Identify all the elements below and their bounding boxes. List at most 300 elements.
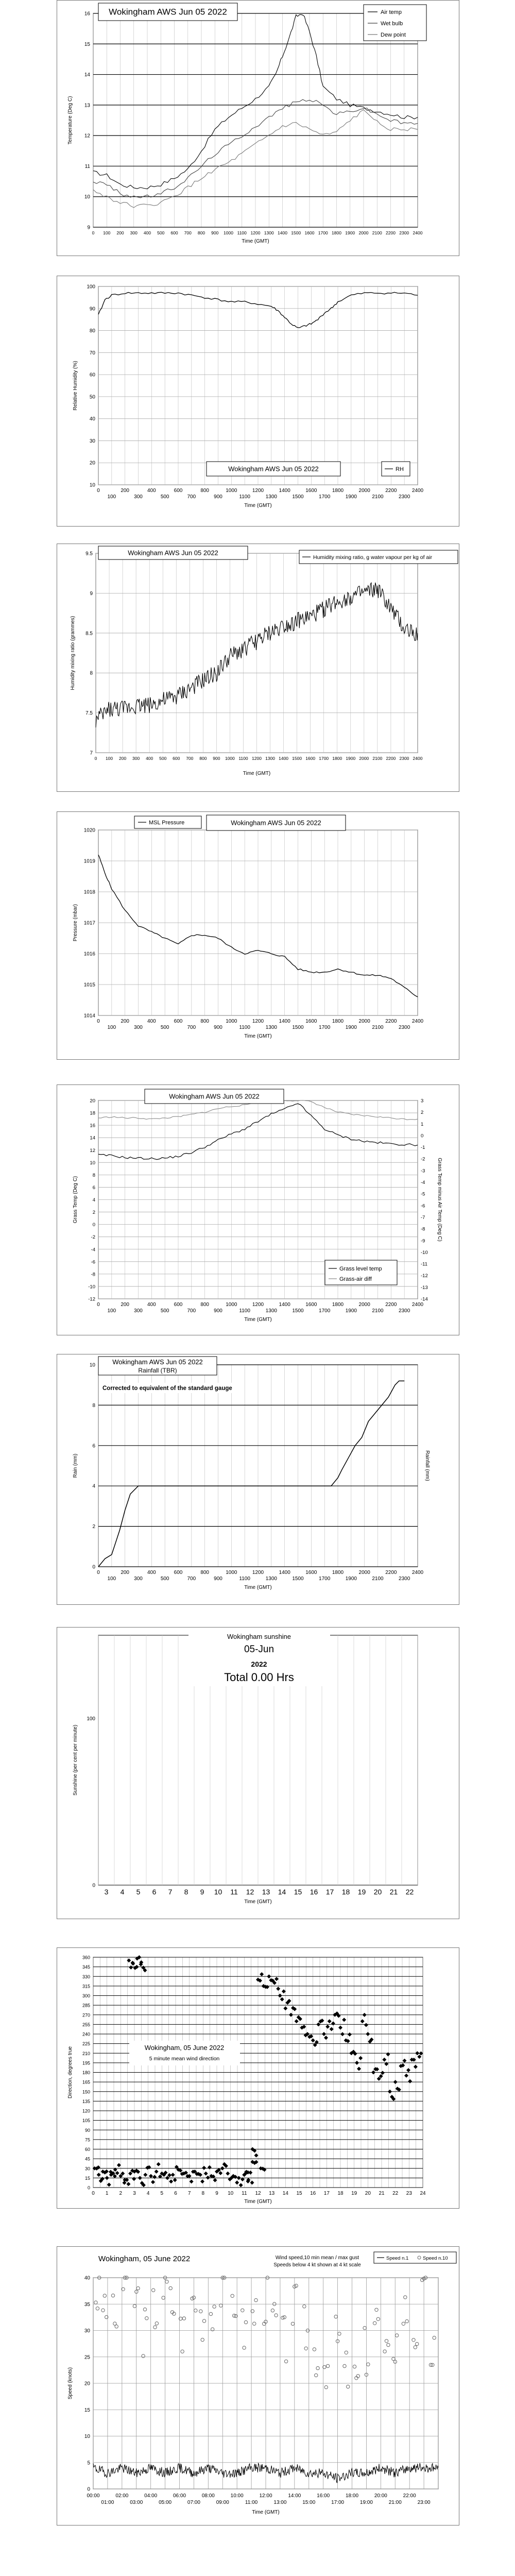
rh-xtick-label: 1500 (292, 494, 304, 500)
grass-ytick2-label: 2 (421, 1110, 424, 1116)
wdir-xtick-label: 3 (133, 2191, 136, 2196)
wdir-ytick-label: 360 (82, 1955, 90, 1960)
rh-xtick-label: 1800 (332, 488, 344, 494)
mixing-ratio-chart-panel (57, 544, 459, 792)
press-ytick-label: 1017 (83, 920, 95, 926)
wspd-xtick-label: 17:00 (331, 2500, 345, 2505)
grass-xtick-label: 1300 (265, 1308, 277, 1314)
grass-ytick2-label: -11 (421, 1261, 428, 1267)
grass-xtick-label: 1000 (226, 1302, 237, 1308)
mix-ytick-label: 9.5 (85, 551, 93, 557)
press-ytick-label: 1014 (83, 1013, 95, 1019)
rh-ytick-label: 50 (89, 394, 95, 400)
press-xtick-label: 800 (200, 1019, 210, 1024)
sun-xtick-label: 6 (152, 1888, 157, 1896)
grass-ytick-label: -10 (88, 1284, 95, 1290)
sun-date: 05-Jun (244, 1644, 274, 1655)
rain-xtick-label: 1400 (279, 1570, 290, 1575)
mix-xtick-label: 300 (132, 756, 140, 761)
wspd-xtick-label: 03:00 (130, 2500, 143, 2505)
wind-direction-chart-panel (57, 1947, 459, 2209)
rain-xtick-label: 1900 (345, 1576, 357, 1582)
rain-xtick-label: 2200 (385, 1570, 397, 1575)
mix-xtick-label: 1900 (346, 756, 356, 761)
wdir-xtick-label: 21 (379, 2191, 385, 2196)
sun-xtick-label: 12 (246, 1888, 254, 1896)
rh-legend-label: RH (396, 466, 404, 472)
temp-xtick-label: 600 (170, 230, 178, 235)
mix-xtick-label: 1800 (332, 756, 342, 761)
press-xtick-label: 1600 (305, 1019, 317, 1024)
sun-xtick-label: 7 (168, 1888, 173, 1896)
grass-ytick2-label: 0 (421, 1133, 424, 1139)
press-xtick-label: 1900 (345, 1025, 357, 1030)
rain-ytick-label: 10 (89, 1362, 95, 1368)
temp-title: Wokingham AWS Jun 05 2022 (109, 7, 227, 17)
rain-xtick-label: 600 (174, 1570, 183, 1575)
sun-xtick-label: 21 (389, 1888, 398, 1896)
wspd-xtick-label: 05:00 (159, 2500, 172, 2505)
sun-xtick-label: 18 (341, 1888, 350, 1896)
temp-legend-label: Air temp (381, 9, 402, 15)
temp-xtick-label: 1000 (224, 230, 233, 235)
rain-xtick-label: 200 (121, 1570, 130, 1575)
temp-xtick-label: 2400 (413, 230, 423, 235)
mix-xtick-label: 0 (94, 756, 97, 761)
mix-ytick-label: 7.5 (85, 710, 93, 717)
rain-xtick-label: 700 (187, 1576, 196, 1582)
temp-xtick-label: 100 (103, 230, 111, 235)
mix-xtick-label: 400 (146, 756, 153, 761)
rain-xtick-label: 400 (147, 1570, 156, 1575)
temp-ytick-label: 15 (84, 41, 90, 47)
sun-y-axis-label: Sunshine (per cent per minute) (73, 1724, 78, 1796)
wind-direction-chart (57, 1948, 459, 2208)
rh-xtick-label: 400 (147, 488, 156, 494)
temp-ytick-label: 12 (84, 133, 90, 139)
sun-total: Total 0.00 Hrs (224, 1671, 294, 1684)
grass-ytick2-label: -2 (421, 1156, 425, 1162)
rain-xtick-label: 1600 (305, 1570, 317, 1575)
rh-xtick-label: 1200 (252, 488, 264, 494)
wdir-ytick-label: 180 (82, 2070, 90, 2075)
grass-ytick2-label: 3 (421, 1098, 424, 1104)
mix-xtick-label: 1000 (225, 756, 235, 761)
temp-legend-label: Wet bulb (381, 21, 403, 27)
temp-xtick-label: 1300 (264, 230, 274, 235)
grass-xtick-label: 600 (174, 1302, 183, 1308)
wdir-xtick-label: 23 (406, 2191, 412, 2196)
temp-ytick-label: 9 (87, 225, 90, 231)
rh-ytick-label: 30 (89, 438, 95, 444)
mix-xtick-label: 1700 (319, 756, 329, 761)
grass-ytick2-label: -14 (421, 1296, 428, 1302)
wspd-title: Wokingham, 05 June 2022 (98, 2255, 191, 2263)
sun-title: Wokingham sunshine (227, 1633, 291, 1640)
press-ytick-label: 1020 (83, 827, 95, 834)
sun-xtick-label: 16 (310, 1888, 318, 1896)
rh-ytick-label: 10 (89, 482, 95, 488)
wdir-ytick-label: 75 (84, 2137, 90, 2143)
press-xtick-label: 700 (187, 1025, 196, 1030)
wdir-ytick-label: 135 (82, 2098, 90, 2104)
grass-ytick2-label: -1 (421, 1145, 425, 1151)
wdir-xtick-label: 13 (269, 2191, 275, 2196)
mix-xtick-label: 100 (105, 756, 113, 761)
rainfall-chart (57, 1354, 459, 1604)
rh-ytick-label: 60 (89, 372, 95, 378)
wdir-ytick-label: 330 (82, 1974, 90, 1979)
rh-ytick-label: 20 (89, 460, 95, 466)
rh-xtick-label: 800 (200, 488, 210, 494)
press-xtick-label: 2300 (399, 1025, 410, 1030)
grass-ytick-label: 14 (90, 1135, 95, 1141)
rain-xtick-label: 1100 (239, 1576, 250, 1582)
grass-xtick-label: 900 (214, 1308, 222, 1314)
rh-ytick-label: 100 (87, 284, 95, 290)
press-ytick-label: 1016 (83, 951, 95, 957)
wspd-ytick-label: 25 (84, 2354, 90, 2361)
rh-ytick-label: 40 (89, 416, 95, 422)
rain-xtick-label: 2100 (372, 1576, 384, 1582)
rh-xtick-label: 1300 (265, 494, 277, 500)
grass-xtick-label: 400 (147, 1302, 156, 1308)
grass-ytick2-label: -6 (421, 1203, 425, 1209)
rain-ytick-label: 4 (92, 1483, 95, 1489)
rain-xtick-label: 0 (97, 1570, 100, 1575)
mix-ytick-label: 9 (90, 590, 93, 597)
sunshine-chart-panel (57, 1627, 459, 1919)
grass-ytick2-label: -10 (421, 1249, 428, 1256)
wspd-xtick-label: 12:00 (259, 2493, 272, 2499)
rain-ytick-label: 2 (92, 1524, 95, 1530)
temp-xtick-label: 2100 (372, 230, 382, 235)
grass-ytick2-label: -8 (421, 1226, 425, 1232)
press-xtick-label: 1200 (252, 1019, 264, 1024)
temp-xtick-label: 800 (197, 230, 205, 235)
sun-xtick-label: 5 (136, 1888, 141, 1896)
rh-xtick-label: 700 (187, 494, 196, 500)
wdir-subtitle: 5 minute mean wind direction (149, 2056, 220, 2062)
wspd-xtick-label: 22:00 (403, 2493, 416, 2499)
rh-xtick-label: 1700 (319, 494, 331, 500)
wdir-ytick-label: 15 (84, 2175, 90, 2181)
grass-x-axis-label: Time (GMT) (244, 1317, 272, 1323)
grass-ytick-label: 18 (90, 1110, 95, 1116)
rain-xtick-label: 1000 (226, 1570, 237, 1575)
grass-ytick-label: 12 (90, 1147, 95, 1154)
grass-xtick-label: 2000 (358, 1302, 370, 1308)
temp-xtick-label: 2200 (386, 230, 396, 235)
rh-title: Wokingham AWS Jun 05 2022 (228, 465, 319, 473)
rh-ytick-label: 80 (89, 328, 95, 334)
grass-xtick-label: 1100 (239, 1308, 250, 1314)
press-xtick-label: 200 (121, 1019, 130, 1024)
wdir-xtick-label: 5 (160, 2191, 164, 2196)
wspd-xtick-label: 10:00 (230, 2493, 244, 2499)
grass-y2-axis-label: Grass Temp minus Air Temp (Deg C) (437, 1158, 442, 1242)
wind-speed-chart-panel (57, 2246, 459, 2526)
rain-xtick-label: 300 (134, 1576, 143, 1582)
wdir-ytick-label: 150 (82, 2089, 90, 2095)
wspd-ytick-label: 30 (84, 2328, 90, 2334)
temp-xtick-label: 1400 (278, 230, 287, 235)
mix-xtick-label: 1600 (305, 756, 316, 761)
wdir-ytick-label: 255 (82, 2022, 90, 2027)
rain-xtick-label: 1500 (292, 1576, 304, 1582)
wspd-xtick-label: 20:00 (374, 2493, 387, 2499)
rain-xtick-label: 1200 (252, 1570, 264, 1575)
wdir-ytick-label: 60 (84, 2147, 90, 2152)
temp-ytick-label: 11 (84, 163, 90, 170)
press-legend-label: MSL Pressure (149, 820, 185, 826)
sun-xtick-label: 14 (278, 1888, 286, 1896)
rain-xtick-label: 1800 (332, 1570, 344, 1575)
rain-xtick-label: 100 (107, 1576, 116, 1582)
wspd-xtick-label: 19:00 (359, 2500, 373, 2505)
press-xtick-label: 1400 (279, 1019, 290, 1024)
wdir-ytick-label: 0 (87, 2185, 90, 2191)
rh-xtick-label: 900 (214, 494, 222, 500)
wdir-ytick-label: 165 (82, 2079, 90, 2085)
grass-ytick-label: -2 (91, 1234, 95, 1241)
grass-xtick-label: 1500 (292, 1308, 304, 1314)
sun-x-axis-label: Time (GMT) (244, 1899, 272, 1905)
sun-xtick-label: 20 (373, 1888, 382, 1896)
sun-xtick-label: 13 (262, 1888, 270, 1896)
wdir-x-axis-label: Time (GMT) (244, 2199, 272, 2205)
rh-xtick-label: 200 (121, 488, 130, 494)
rh-xtick-label: 300 (134, 494, 143, 500)
grass-ytick2-label: 1 (421, 1121, 424, 1127)
sun-xtick-label: 15 (294, 1888, 302, 1896)
wdir-ytick-label: 120 (82, 2108, 90, 2114)
temp-xtick-label: 500 (157, 230, 165, 235)
mix-xtick-label: 2400 (413, 756, 423, 761)
mix-y-axis-label: Humidity mixing ratio (grammes) (70, 616, 76, 690)
press-xtick-label: 900 (214, 1025, 222, 1030)
grass-ytick2-label: -3 (421, 1168, 425, 1174)
grass-legend-label: Grass-air diff (339, 1276, 372, 1282)
wspd-xtick-label: 11:00 (245, 2500, 258, 2505)
rain-note: Corrected to equivalent of the standard gauge (102, 1385, 232, 1392)
wdir-ytick-label: 240 (82, 2031, 90, 2037)
press-xtick-label: 600 (174, 1019, 183, 1024)
wspd-ytick-label: 15 (84, 2407, 90, 2413)
temperature-chart (57, 1, 459, 256)
grass-xtick-label: 1700 (319, 1308, 331, 1314)
wspd-xtick-label: 00:00 (87, 2493, 100, 2499)
rh-xtick-label: 2100 (372, 494, 384, 500)
mix-xtick-label: 500 (159, 756, 167, 761)
mix-xtick-label: 1500 (292, 756, 302, 761)
rain-xtick-label: 2300 (399, 1576, 410, 1582)
rain-y2-axis-label: Rainfall (mm) (424, 1450, 430, 1481)
rain-xtick-label: 1300 (265, 1576, 277, 1582)
wspd-xtick-label: 13:00 (273, 2500, 287, 2505)
mix-xtick-label: 2100 (372, 756, 383, 761)
press-xtick-label: 1300 (265, 1025, 277, 1030)
wspd-ytick-label: 10 (84, 2434, 90, 2439)
pressure-chart (57, 812, 459, 1059)
wspd-xtick-label: 06:00 (173, 2493, 186, 2499)
temp-xtick-label: 1200 (250, 230, 261, 235)
sun-xtick-label: 9 (200, 1888, 204, 1896)
wspd-xtick-label: 23:00 (417, 2500, 431, 2505)
wdir-xtick-label: 16 (310, 2191, 316, 2196)
rain-x-axis-label: Time (GMT) (244, 1585, 272, 1590)
temp-xtick-label: 300 (130, 230, 138, 235)
wdir-xtick-label: 14 (282, 2191, 288, 2196)
grass-ytick2-label: -5 (421, 1191, 425, 1197)
rh-xtick-label: 600 (174, 488, 183, 494)
sun-xtick-label: 19 (357, 1888, 366, 1896)
wspd-xtick-label: 04:00 (144, 2493, 158, 2499)
grass-ytick-label: 4 (92, 1197, 95, 1203)
rh-xtick-label: 100 (107, 494, 116, 500)
grass-ytick2-label: -9 (421, 1238, 425, 1244)
wdir-xtick-label: 7 (187, 2191, 191, 2196)
press-xtick-label: 400 (147, 1019, 156, 1024)
wdir-ytick-label: 210 (82, 2050, 90, 2056)
mix-xtick-label: 2300 (399, 756, 409, 761)
sun-xtick-label: 3 (104, 1888, 109, 1896)
rh-xtick-label: 1000 (226, 488, 237, 494)
temp-xtick-label: 2300 (399, 230, 409, 235)
rh-xtick-label: 1400 (279, 488, 290, 494)
wspd-ytick-label: 40 (84, 2275, 90, 2281)
sun-xtick-label: 4 (120, 1888, 125, 1896)
rh-xtick-label: 1100 (239, 494, 250, 500)
rain-ytick-label: 8 (92, 1402, 95, 1409)
rain-xtick-label: 900 (214, 1576, 222, 1582)
rainfall-chart-panel (57, 1354, 459, 1605)
grass-xtick-label: 800 (200, 1302, 210, 1308)
rain-xtick-label: 2000 (358, 1570, 370, 1575)
grass-xtick-label: 1800 (332, 1302, 344, 1308)
rh-x-axis-label: Time (GMT) (244, 503, 272, 509)
temp-ytick-label: 14 (84, 72, 90, 78)
grass-ytick-label: -4 (91, 1247, 95, 1253)
wspd-ytick-label: 35 (84, 2301, 90, 2308)
grass-ytick-label: -12 (88, 1296, 95, 1302)
mix-xtick-label: 600 (173, 756, 180, 761)
wspd-xtick-label: 18:00 (345, 2493, 359, 2499)
wdir-xtick-label: 4 (146, 2191, 150, 2196)
mix-xtick-label: 2200 (386, 756, 396, 761)
wdir-ytick-label: 345 (82, 1964, 90, 1970)
rh-xtick-label: 2300 (399, 494, 410, 500)
wdir-ytick-label: 285 (82, 2003, 90, 2008)
sun-xtick-label: 17 (325, 1888, 334, 1896)
wdir-xtick-label: 15 (296, 2191, 302, 2196)
rh-y-axis-label: Relative Humidity (%) (73, 361, 78, 411)
temp-xtick-label: 1700 (318, 230, 328, 235)
sunshine-chart (57, 1628, 459, 1919)
temp-xtick-label: 400 (143, 230, 151, 235)
rh-ytick-label: 90 (89, 306, 95, 312)
wdir-xtick-label: 11 (242, 2191, 247, 2196)
temp-ytick-label: 10 (84, 194, 90, 200)
mix-title: Wokingham AWS Jun 05 2022 (128, 549, 218, 557)
grass-xtick-label: 1600 (305, 1302, 317, 1308)
wdir-xtick-label: 12 (255, 2191, 261, 2196)
pressure-chart-panel (57, 811, 459, 1060)
wspd-ytick-label: 20 (84, 2381, 90, 2387)
wdir-ytick-label: 225 (82, 2041, 90, 2047)
wspd-x-axis-label: Time (GMT) (252, 2510, 280, 2515)
wdir-ytick-label: 30 (84, 2166, 90, 2172)
temp-xtick-label: 1800 (332, 230, 341, 235)
wspd-legend-label: Speed n.10 (423, 2256, 448, 2261)
temp-x-axis-label: Time (GMT) (242, 239, 269, 244)
press-ytick-label: 1015 (83, 982, 95, 988)
press-xtick-label: 1500 (292, 1025, 304, 1030)
rain-ytick-label: 6 (92, 1443, 95, 1449)
mix-xtick-label: 200 (118, 756, 127, 761)
press-ytick-label: 1019 (83, 858, 95, 865)
press-xtick-label: 1800 (332, 1019, 344, 1024)
wspd-y-axis-label: Speed (knots) (67, 2367, 73, 2400)
wdir-xtick-label: 6 (174, 2191, 177, 2196)
rain-xtick-label: 800 (200, 1570, 210, 1575)
rain-ytick-label: 0 (92, 1564, 95, 1570)
temp-xtick-label: 2000 (358, 230, 369, 235)
rh-xtick-label: 0 (97, 488, 100, 494)
wspd-xtick-label: 02:00 (115, 2493, 129, 2499)
press-y-axis-label: Pressure (mbar) (73, 904, 78, 942)
grass-xtick-label: 0 (97, 1302, 100, 1308)
temp-y-axis-label: Temperature (Deg C) (67, 96, 73, 145)
grass-xtick-label: 300 (134, 1308, 143, 1314)
wspd-subtitle: Wind speed,10 min mean / max gust (275, 2255, 359, 2261)
mix-xtick-label: 1400 (279, 756, 289, 761)
mixing-ratio-chart (57, 544, 459, 791)
mix-xtick-label: 700 (186, 756, 194, 761)
press-xtick-label: 2000 (358, 1019, 370, 1024)
mix-xtick-label: 2000 (359, 756, 369, 761)
temperature-chart-panel (57, 0, 459, 256)
wdir-ytick-label: 300 (82, 1993, 90, 1998)
grass-xtick-label: 1400 (279, 1302, 290, 1308)
rain-xtick-label: 2400 (411, 1570, 424, 1575)
wspd-xtick-label: 07:00 (187, 2500, 200, 2505)
grass-ytick-label: 10 (90, 1160, 95, 1166)
mix-xtick-label: 1300 (265, 756, 276, 761)
rh-ytick-label: 70 (89, 350, 95, 356)
rh-xtick-label: 2400 (411, 488, 424, 494)
wspd-note: Speeds below 4 kt shown at 4 kt scale (273, 2262, 361, 2268)
grass-legend-label: Grass level temp (339, 1266, 382, 1272)
grass-xtick-label: 2200 (385, 1302, 397, 1308)
grass-xtick-label: 100 (107, 1308, 116, 1314)
wdir-ytick-label: 315 (82, 1984, 90, 1989)
grass-y-axis-label: Grass Temp (Deg C) (73, 1176, 78, 1224)
grass-ytick-label: -8 (91, 1272, 95, 1278)
temp-xtick-label: 1500 (291, 230, 301, 235)
press-title: Wokingham AWS Jun 05 2022 (231, 819, 321, 827)
temp-xtick-label: 700 (184, 230, 192, 235)
wspd-legend-label: Speed n.1 (386, 2256, 409, 2261)
wspd-ytick-label: 5 (87, 2460, 90, 2466)
wdir-xtick-label: 0 (92, 2191, 95, 2196)
grass-ytick-label: 0 (92, 1222, 95, 1228)
rain-title: Wokingham AWS Jun 05 2022 (112, 1358, 203, 1366)
grass-xtick-label: 2400 (411, 1302, 424, 1308)
press-xtick-label: 1100 (239, 1025, 250, 1030)
grass-ytick-label: 6 (92, 1184, 95, 1191)
wspd-xtick-label: 01:00 (101, 2500, 114, 2505)
